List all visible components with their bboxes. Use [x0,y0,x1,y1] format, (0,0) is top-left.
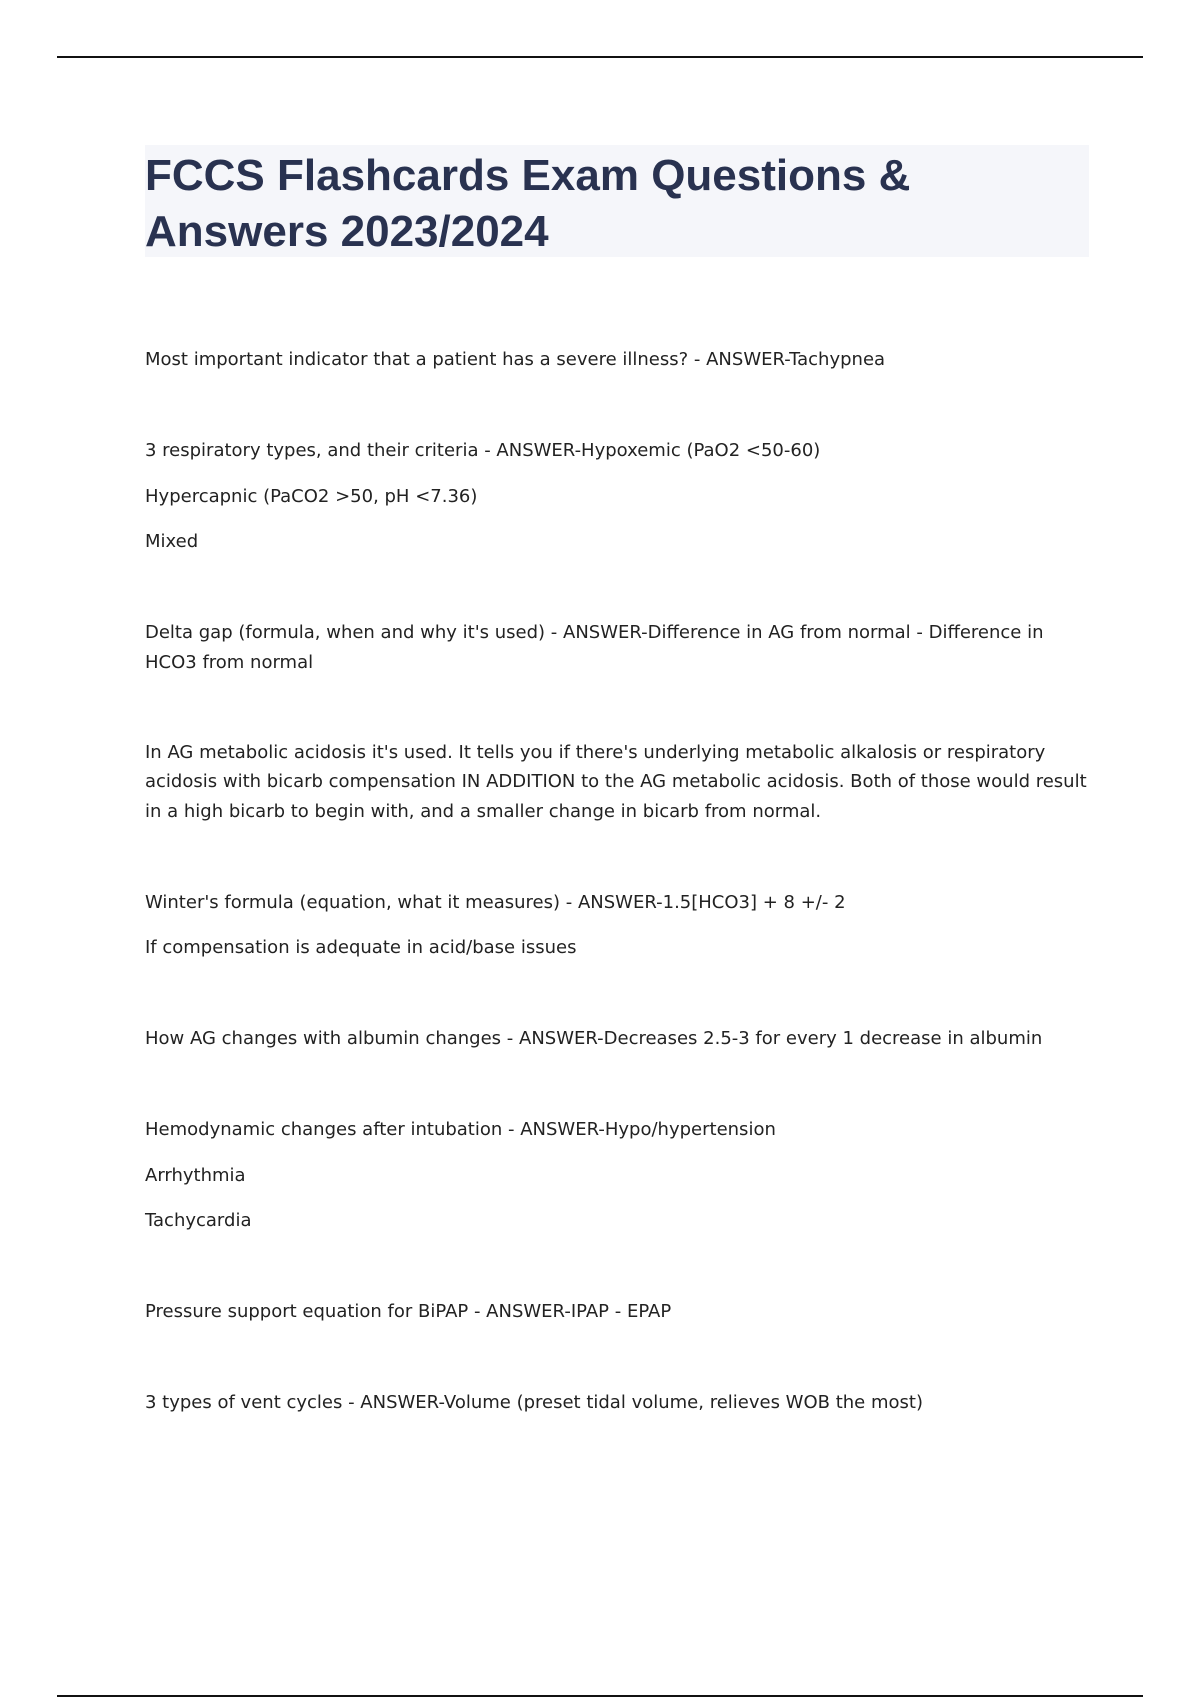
answer-line: Tachycardia [145,1210,252,1231]
answer-line: in a high bicarb to begin with, and a smaller change in bicarb from normal. [145,801,822,822]
question-line: 3 types of vent cycles - ANSWER-Volume (preset tidal volume, relieves WOB the most) [145,1392,923,1413]
answer-line: acidosis with bicarb compensation IN ADDITION to the AG metabolic acidosis. Both of those would result [145,771,1087,792]
document-title: FCCS Flashcards Exam Questions & Answers 2023/2024 [145,151,911,256]
question-line: How AG changes with albumin changes - ANSWER-Decreases 2.5-3 for every 1 decrease in albumin [145,1028,1043,1049]
question-line: Delta gap (formula, when and why it's used) - ANSWER-Difference in AG from normal - Difference in [145,622,1044,643]
question-line: 3 respiratory types, and their criteria - ANSWER-Hypoxemic (PaO2 <50-60) [145,440,821,461]
question-line: Pressure support equation for BiPAP - ANSWER-IPAP - EPAP [145,1301,672,1322]
title-block [145,145,1089,257]
header-rule [57,56,1143,58]
footer-rule [57,1695,1143,1697]
answer-line: Hypercapnic (PaCO2 >50, pH <7.36) [145,486,478,507]
question-line: Hemodynamic changes after intubation - ANSWER-Hypo/hypertension [145,1119,776,1140]
question-line: Winter's formula (equation, what it measures) - ANSWER-1.5[HCO3] + 8 +/- 2 [145,892,846,913]
answer-line: If compensation is adequate in acid/base issues [145,937,577,958]
answer-line: HCO3 from normal [145,652,314,673]
answer-line: In AG metabolic acidosis it's used. It tells you if there's underlying metabolic alkalosis or respiratory [145,742,1046,763]
answer-line: Mixed [145,531,199,552]
question-line: Most important indicator that a patient has a severe illness? - ANSWER-Tachypnea [145,349,886,370]
answer-line: Arrhythmia [145,1165,246,1186]
